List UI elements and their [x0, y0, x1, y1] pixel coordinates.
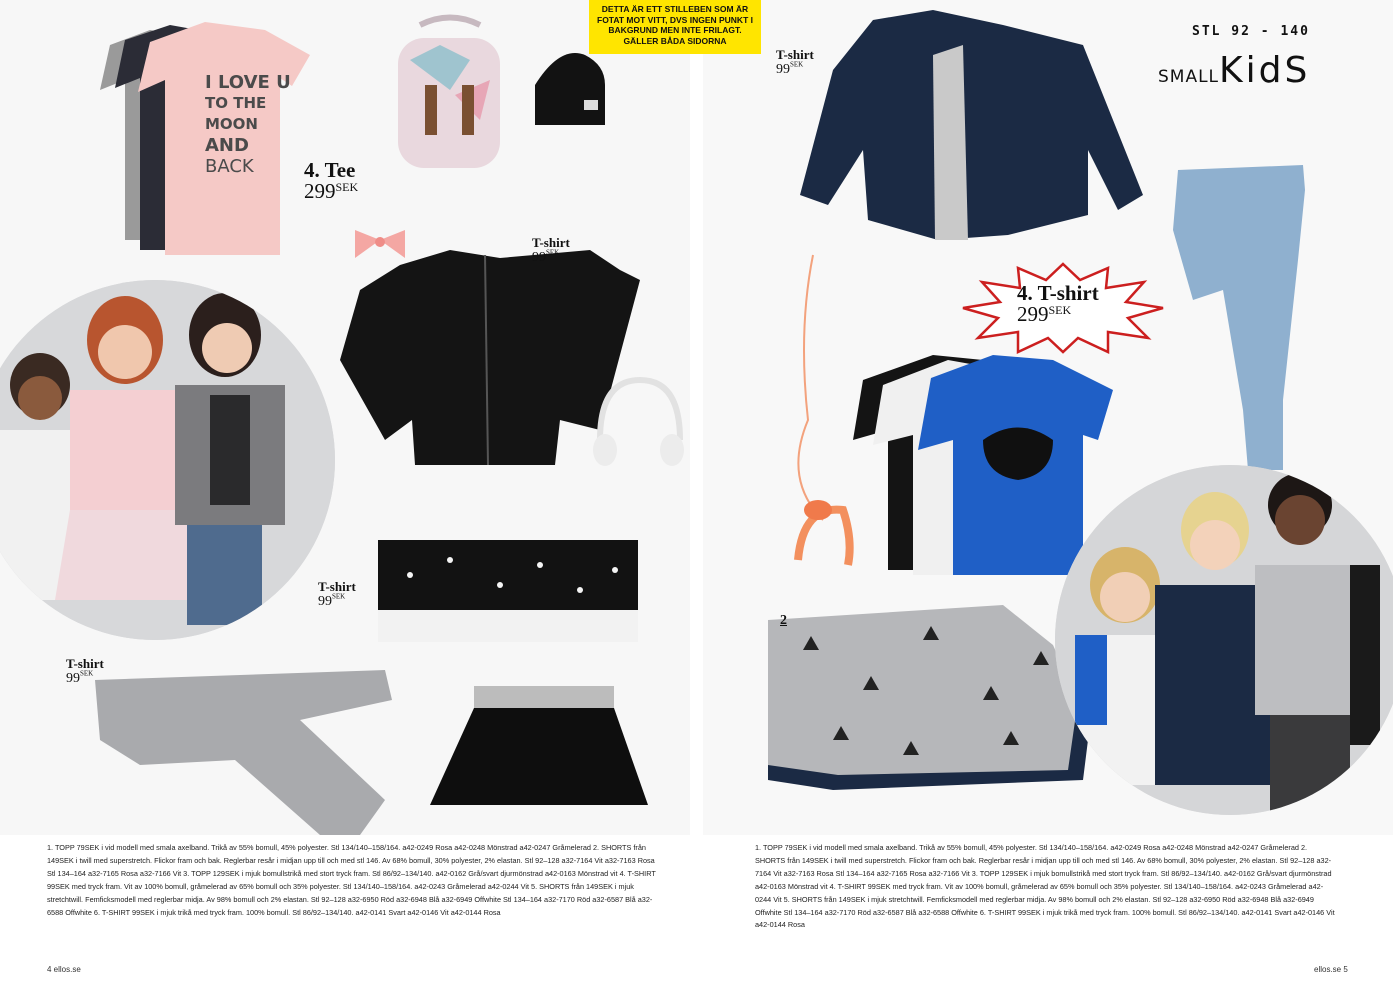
price-tee — [304, 160, 358, 202]
tee-print-line-3: AND — [205, 135, 249, 156]
cable-image — [798, 255, 823, 520]
price-tshirt-top — [776, 48, 814, 77]
production-note-text-end: FRILAGT. GÄLLER BÅDA SIDORNA — [623, 25, 742, 46]
price-tshirt-top-amount: 99 — [776, 62, 790, 77]
price-tshirt-1-title: T-shirt — [532, 235, 570, 250]
tee-print-line-2: TO THE MOON — [205, 94, 267, 133]
price-tshirt-2-amount: 99 — [318, 594, 332, 609]
small-kids-logo — [1158, 50, 1310, 91]
size-range-label: STL 92 - 140 — [1192, 24, 1310, 39]
headphones-image — [600, 380, 680, 440]
tee-print-text — [205, 72, 305, 177]
price-tshirt-3-currency: SEK — [80, 669, 94, 678]
price-tshirt-2-title: T-shirt — [318, 579, 356, 594]
price-burst-title: 4. T-shirt — [1017, 281, 1099, 305]
kids-photo-right — [1055, 465, 1393, 815]
bomber-jacket-image — [800, 10, 1143, 240]
production-note-text: DETTA ÄR ETT STILLEBEN SOM ÄR FOTAT MOT VITT, DVS INGEN PUNKT I BAKGRUND MEN — [597, 4, 753, 35]
price-burst-amount: 299 — [1017, 302, 1049, 326]
logo-small-word: SMALL — [1158, 67, 1220, 87]
price-tee-title: 4. Tee — [304, 158, 356, 182]
fur-jacket-image — [340, 250, 640, 465]
price-tee-currency: SEK — [335, 180, 359, 194]
tee-stack-right-image — [853, 355, 1113, 575]
orange-headphones-image — [798, 500, 850, 565]
production-note — [589, 0, 761, 54]
price-tshirt-3-amount: 99 — [66, 671, 80, 686]
grey-jeans-image — [95, 670, 392, 835]
tee-print-line-4: BACK — [205, 156, 254, 177]
tee-print-line-1: I LOVE U — [205, 72, 291, 93]
price-tshirt-1 — [532, 236, 570, 265]
grey-pants-image — [768, 605, 1093, 790]
price-tshirt-top-title: T-shirt — [776, 47, 814, 62]
left-product-description: 1. TOPP 79SEK i vid modell med smala axelband. Trikå av 55% bomull, 45% polyester. Stl 134/140–158/164. a42-0249 Rosa a42-0248 Mönstrad a42-0247 Gråmelerad 2. SHORTS från 149SEK i twill med superstretch. Flickor fram och bak. Reglerbar resår i midjan upp till och med stl 146. Av 68% bomull, 30% polyester, 2% elastan. Stl 92–128 a32-7164 Vit a32-7163 Rosa Stl 134–164 a32-7165 Rosa a32-7166 Vit 3. TOPP 129SEK i mjuk bomullstrikå med stort tryck fram. Stl 86/92–134/140. a42-0162 Grå/svart djurmönstrad a42-0163 Mönstrad vit 4. T-SHIRT 99SEK med tryck fram. Vit av 100% bomull, gråmelerad av 65% bomull och 35% polyester. Stl 134/140–158/164. a42-0243 Gråmelerad a42-0244 Vit 5. SHORTS från 149SEK i mjuk stretchtwill. Femficksmodell med reglerbar midja. Av 98% bomull och 2% elastan. Stl 92–128 a32-6950 Röd a32-6948 Blå a32-6949 Offwhite Stl 134–164 a32-7170 Röd a32-6587 Blå a32-6588 Offwhite 6. T-SHIRT 99SEK i mjuk trikå med tryck fram. 100% bomull. Stl 86/92–134/140. a42-0141 Svart a42-0146 Vit a42-0144 Rosa — [47, 843, 656, 917]
production-note-emphasis: INTE — [681, 25, 701, 35]
price-burst-currency: SEK — [1048, 303, 1072, 317]
price-tshirt-3 — [66, 657, 104, 686]
price-tshirt-top-currency: SEK — [790, 60, 804, 69]
price-tshirt-2-currency: SEK — [332, 592, 346, 601]
price-tshirt-2 — [318, 580, 356, 609]
hair-bow-image — [355, 230, 405, 258]
backpack-image — [398, 18, 500, 169]
price-tshirt-1-amount: 99 — [532, 250, 546, 265]
denim-jeans-image — [1173, 165, 1305, 470]
kids-photo-circle-right — [1055, 465, 1393, 815]
left-footer: 4 ellos.se — [47, 965, 81, 974]
price-tee-amount: 299 — [304, 179, 336, 203]
item-index-2: 2 — [780, 613, 787, 628]
logo-kids-word: KidS — [1219, 50, 1311, 91]
right-product-description: 1. TOPP 79SEK i vid modell med smala axelband. Trikå av 55% bomull, 45% polyester. Stl 134/140–158/164. a42-0249 Rosa a42-0248 Mönstrad a42-0247 Gråmelerad 2. SHORTS från 149SEK i twill med superstretch. Flickor fram och bak. Reglerbar resår i midjan upp till och med stl 146. Av 68% bomull, 30% polyester, 2% elastan. Stl 92–128 a32-7164 Vit a32-7163 Rosa Stl 134–164 a32-7165 Rosa a32-7166 Vit 3. TOPP 129SEK i mjuk bomullstrikå med stort tryck fram. Stl 86/92–134/140. a42-0162 Grå/svart djurmönstrad a42-0163 Mönstrad vit 4. T-SHIRT 99SEK med tryck fram. Vit av 100% bomull, gråmelerad av 65% bomull och 35% polyester. Stl 134/140–158/164. a42-0243 Gråmelerad a42-0244 Vit 5. SHORTS från 149SEK i mjuk stretchtwill. Femficksmodell med reglerbar midja. Av 98% bomull och 2% elastan. Stl 92–128 a32-6950 Röd a32-6948 Blå a32-6949 Offwhite Stl 134–164 a32-7170 Röd a32-6587 Blå a32-6588 Offwhite 6. T-SHIRT 99SEK i mjuk trikå med tryck fram. 100% bomull. Stl 86/92–134/140. a42-0141 Svart a42-0146 Vit a42-0144 Rosa — [755, 843, 1335, 930]
beanie-image — [535, 53, 605, 125]
price-tshirt-3-title: T-shirt — [66, 656, 104, 671]
price-tshirt-1-currency: SEK — [546, 248, 560, 257]
star-top-image — [378, 540, 638, 642]
tulle-skirt-image — [430, 686, 648, 805]
price-burst — [1017, 283, 1099, 325]
right-footer: ellos.se 5 — [1314, 965, 1348, 974]
